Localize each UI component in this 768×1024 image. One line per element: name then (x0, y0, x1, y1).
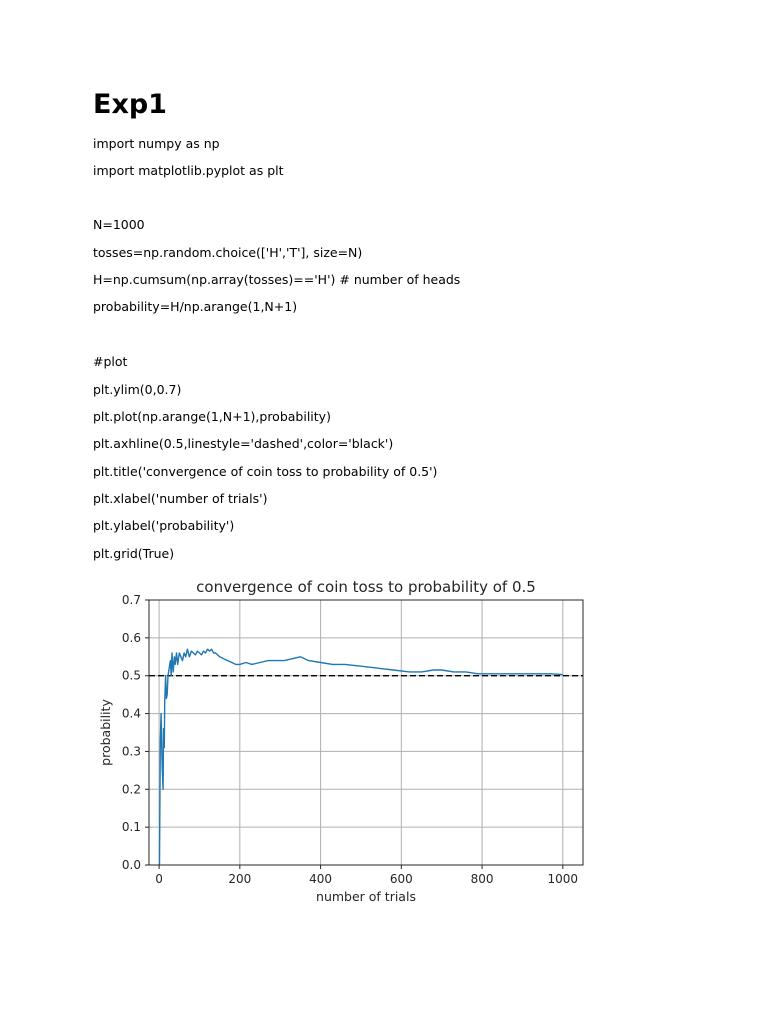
code-line: plt.title('convergence of coin toss to probability of 0.5') (93, 464, 438, 479)
code-line: probability=H/np.arange(1,N+1) (93, 299, 298, 314)
x-axis-label: number of trials (316, 889, 416, 904)
code-line: plt.plot(np.arange(1,N+1),probability) (93, 409, 331, 424)
y-tick-label: 0.3 (121, 744, 141, 759)
code-line: plt.ylim(0,0.7) (93, 382, 182, 397)
code-line: import numpy as np (93, 136, 220, 151)
document-heading: Exp1 (93, 89, 167, 120)
code-line: tosses=np.random.choice(['H','T'], size=N) (93, 245, 363, 260)
probability-line (160, 649, 563, 865)
x-tick-label: 1000 (547, 872, 579, 886)
grid-lines (149, 600, 583, 865)
x-tick-label: 200 (228, 872, 252, 886)
y-tick-label: 0.1 (121, 820, 141, 835)
y-axis-label: probability (98, 699, 113, 766)
x-tick-label: 800 (470, 872, 494, 886)
code-line: plt.grid(True) (93, 546, 175, 561)
code-line: H=np.cumsum(np.array(tosses)=='H') # number of heads (93, 272, 461, 287)
y-tick-label: 0.0 (121, 858, 141, 872)
code-line: plt.axhline(0.5,linestyle='dashed',color='black') (93, 436, 394, 451)
convergence-chart (90, 574, 600, 909)
code-line: plt.ylabel('probability') (93, 518, 235, 533)
code-line: N=1000 (93, 217, 145, 232)
axis-ticks (122, 593, 578, 886)
y-tick-label: 0.2 (121, 782, 141, 797)
x-tick-label: 600 (389, 872, 413, 886)
y-tick-label: 0.7 (121, 593, 141, 607)
x-tick-label: 400 (309, 872, 333, 886)
code-line: #plot (93, 354, 128, 369)
y-tick-label: 0.6 (121, 630, 141, 645)
y-tick-label: 0.4 (121, 706, 141, 721)
chart-title: convergence of coin toss to probability of 0.5 (196, 578, 536, 596)
x-tick-label: 0 (155, 872, 163, 886)
code-line: import matplotlib.pyplot as plt (93, 163, 284, 178)
series-lines (160, 649, 563, 865)
code-line: plt.xlabel('number of trials') (93, 491, 268, 506)
plot-frame (149, 600, 583, 865)
y-tick-label: 0.5 (121, 668, 141, 683)
